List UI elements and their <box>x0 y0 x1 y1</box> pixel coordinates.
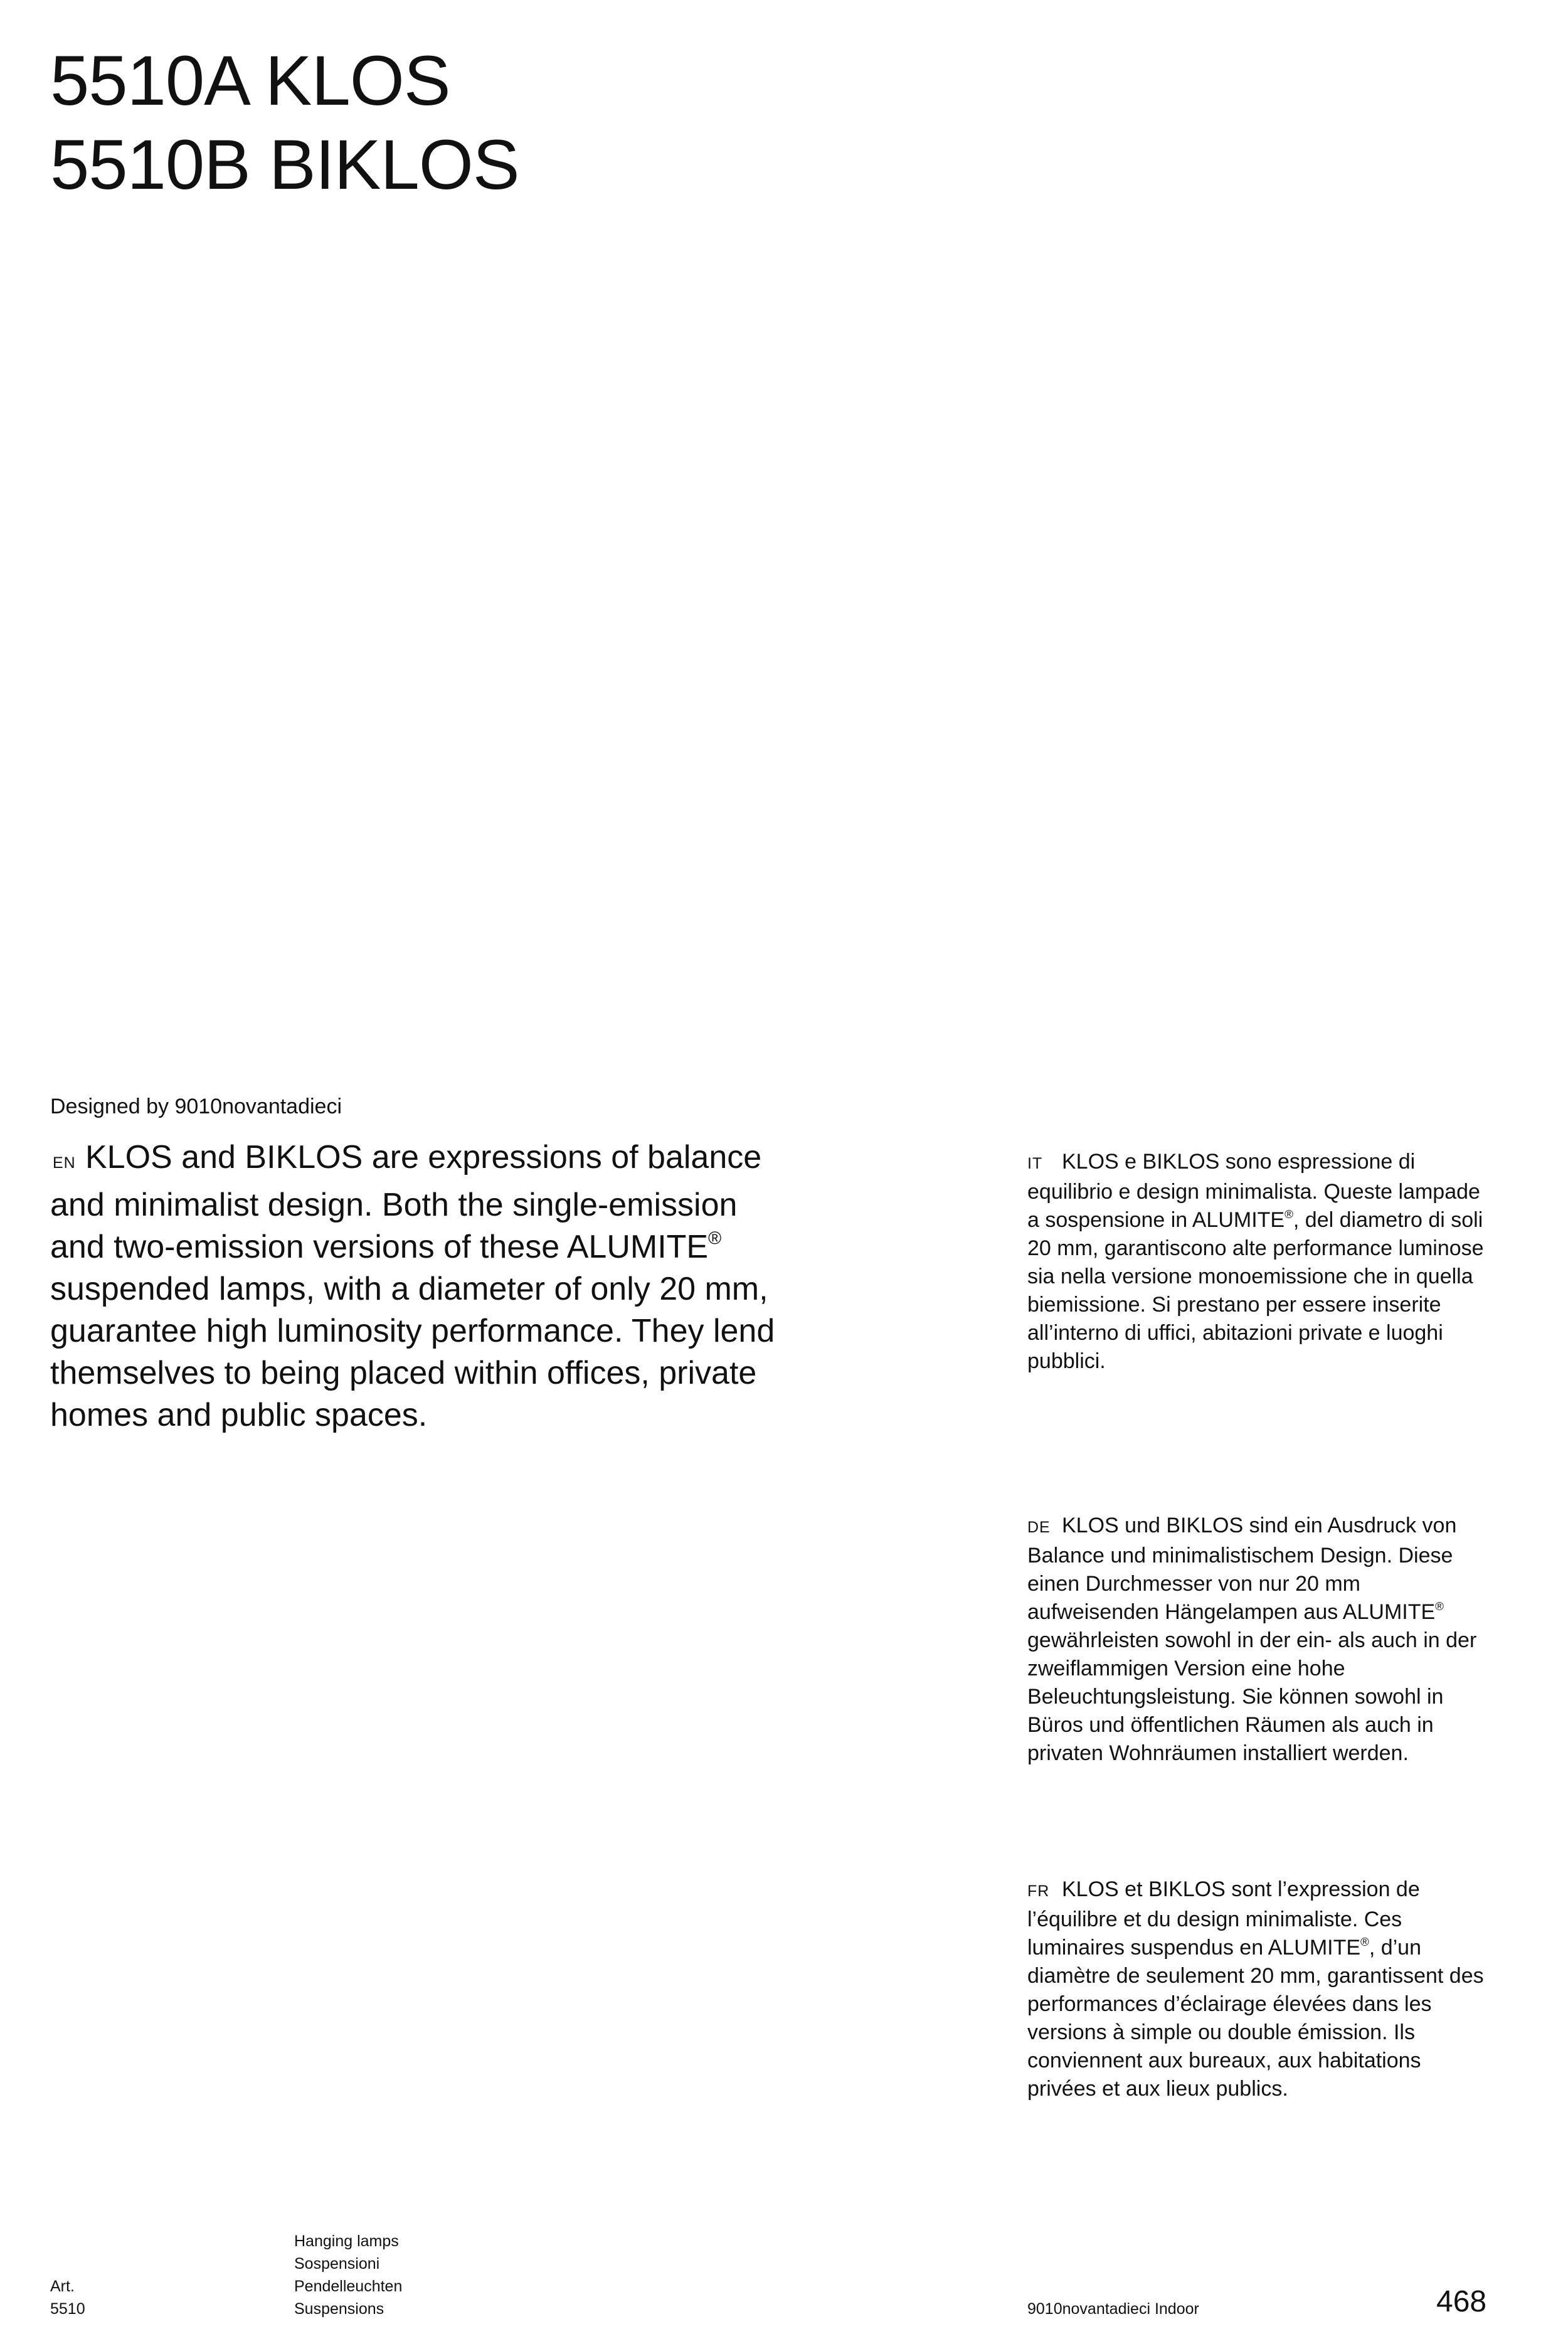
page-title <box>50 39 519 207</box>
description-it-text-end: , del diametro di soli 20 mm, garantiscono alte performance luminose sia nella versione monoemissione che in quella biemissione. Si prestano per essere inserite all’interno di uffici, abitazioni private e luoghi pubblici. <box>1027 1208 1484 1373</box>
description-de-text-end: gewährleisten sowohl in der ein- als auch in der zweiflammigen Version eine hohe Beleuchtungsleistung. Sie können sowohl in Büros und öffentlichen Räumen als auch in privaten Wohnräumen installiert werden. <box>1027 1628 1477 1765</box>
language-tag-de: DE <box>1027 1519 1051 1536</box>
article-info <box>50 2275 85 2320</box>
article-number: 5510 <box>50 2300 85 2318</box>
description-en <box>50 1137 778 1436</box>
language-tag-fr: FR <box>1027 1882 1050 1900</box>
registered-mark: ® <box>1285 1207 1293 1221</box>
description-it <box>1027 1148 1491 1376</box>
description-fr <box>1027 1875 1491 2103</box>
description-fr-text-end: , d’un diamètre de seulement 20 mm, garantissent des performances d’éclairage élevées dans les versions à simple ou double émission. Ils conviennent aux bureaux, aux habitations privées et aux lieux publics. <box>1027 1936 1484 2101</box>
language-tag-en: EN <box>53 1154 76 1172</box>
registered-mark: ® <box>1360 1934 1369 1948</box>
article-label: Art. <box>50 2278 75 2295</box>
title-line-klos: 5510A KLOS <box>50 41 450 120</box>
description-fr-text-start: KLOS et BIKLOS sont l’expression de l’équilibre et du design minimaliste. Ces luminaires suspendus en ALUMITE <box>1027 1877 1420 1960</box>
language-tag-it: IT <box>1027 1155 1043 1172</box>
description-en-text-start: KLOS and BIKLOS are expressions of balance and minimalist design. Both the single-emission and two-emission versions of these ALUMITE <box>50 1139 762 1265</box>
registered-mark: ® <box>708 1228 722 1249</box>
registered-mark: ® <box>1435 1599 1444 1613</box>
description-de <box>1027 1512 1491 1768</box>
category-list <box>294 2230 402 2320</box>
category-item: Hanging lamps <box>294 2232 399 2250</box>
category-item: Suspensions <box>294 2300 384 2318</box>
category-item: Pendelleuchten <box>294 2278 403 2295</box>
category-item: Sospensioni <box>294 2255 380 2273</box>
catalog-brand: 9010novantadieci Indoor <box>1027 2300 1199 2318</box>
designer-credit: Designed by 9010novantadieci <box>50 1095 342 1118</box>
title-line-biklos: 5510B BIKLOS <box>50 125 519 204</box>
page-number: 468 <box>1436 2285 1487 2318</box>
description-it-text-start: KLOS e BIKLOS sono espressione di equilibrio e design minimalista. Queste lampade a sospensione in ALUMITE <box>1027 1150 1480 1232</box>
description-de-text-start: KLOS und BIKLOS sind ein Ausdruck von Balance und minimalistischem Design. Diese einen Durchmesser von nur 20 mm aufweisenden Hängelampen aus ALUMITE <box>1027 1514 1457 1624</box>
description-en-text-end: suspended lamps, with a diameter of only 20 mm, guarantee high luminosity performance. They lend themselves to being placed within offices, private homes and public spaces. <box>50 1271 775 1433</box>
